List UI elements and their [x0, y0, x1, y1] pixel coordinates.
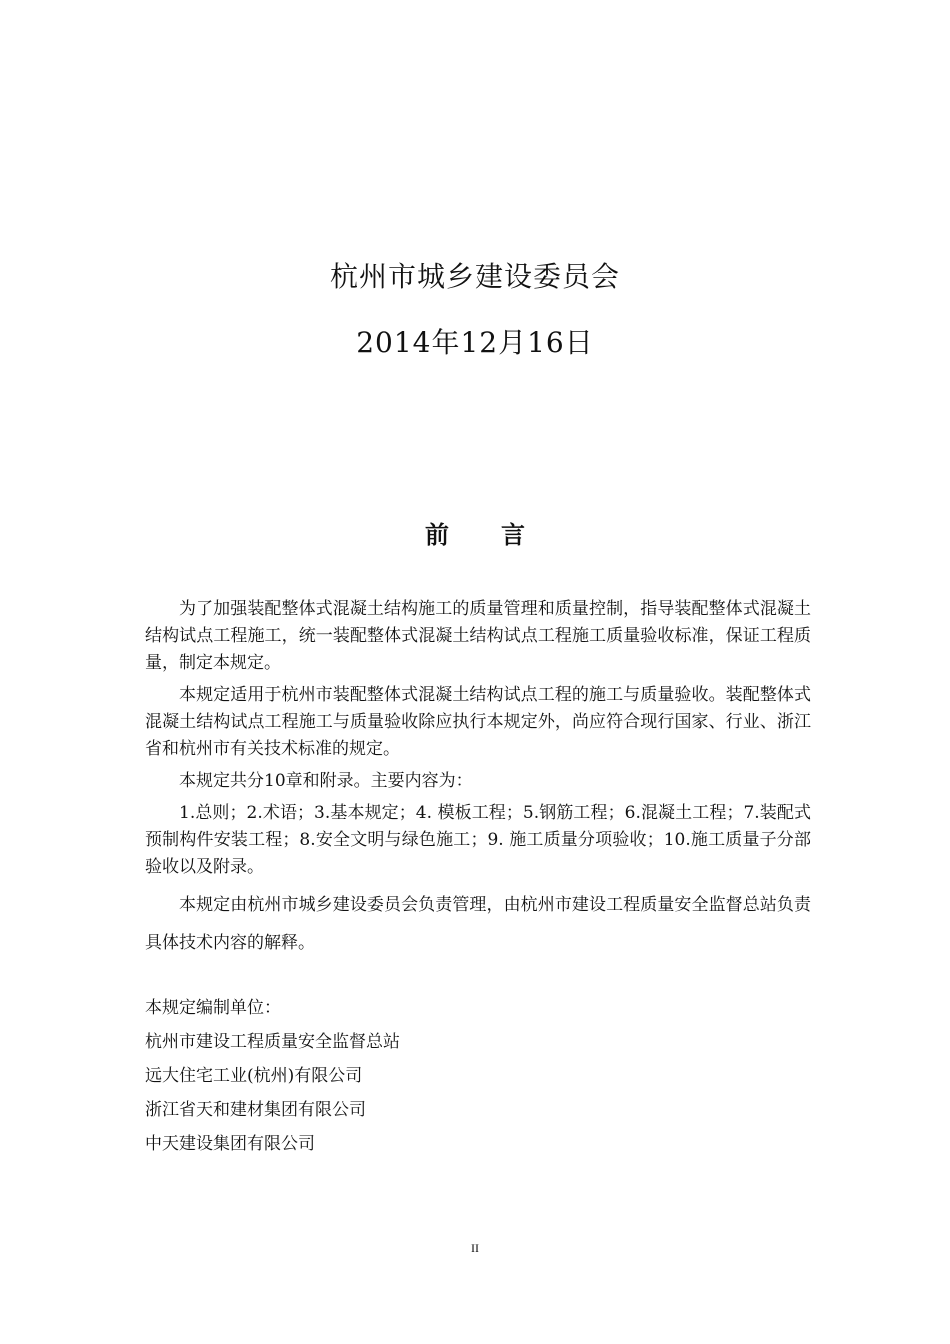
issue-date: 2014年12月16日 — [356, 326, 594, 359]
preface-paragraph-scope: 本规定适用于杭州市装配整体式混凝土结构试点工程的施工与质量验收。装配整体式混凝土结构试点工程施工与质量验收除应执行本规定外，尚应符合现行国家、行业、浙江省和杭州市有关技术标准的规定。 — [145, 685, 811, 759]
preface-paragraph-purpose: 为了加强装配整体式混凝土结构施工的质量管理和质量控制，指导装配整体式混凝土结构试点工程施工，统一装配整体式混凝土结构试点工程施工质量验收标准，保证工程质量，制定本规定。 — [145, 599, 811, 673]
page-number: II — [471, 1241, 479, 1255]
preface-heading: 前言 — [425, 520, 577, 549]
compiling-units-label: 本规定编制单位： — [145, 998, 281, 1018]
compiling-unit-item: 杭州市建设工程质量安全监督总站 — [145, 1032, 400, 1052]
preface-paragraph-structure: 本规定共分10章和附录。主要内容为： — [179, 771, 473, 791]
compiling-unit-item: 远大住宅工业(杭州)有限公司 — [145, 1066, 363, 1086]
compiling-unit-item: 中天建设集团有限公司 — [145, 1134, 315, 1154]
issuer-title: 杭州市城乡建设委员会 — [329, 260, 620, 293]
compiling-unit-item: 浙江省天和建材集团有限公司 — [145, 1100, 366, 1120]
preface-paragraph-management: 本规定由杭州市城乡建设委员会负责管理，由杭州市建设工程质量安全监督总站负责具体技术内容的解释。 — [145, 895, 811, 953]
preface-paragraph-contents: 1.总则；2.术语；3.基本规定；4. 模板工程；5.钢筋工程；6.混凝土工程；7.装配式预制构件安装工程；8.安全文明与绿色施工；9. 施工质量分项验收；10.施工质量子分部验收以及附录。 — [145, 803, 811, 877]
